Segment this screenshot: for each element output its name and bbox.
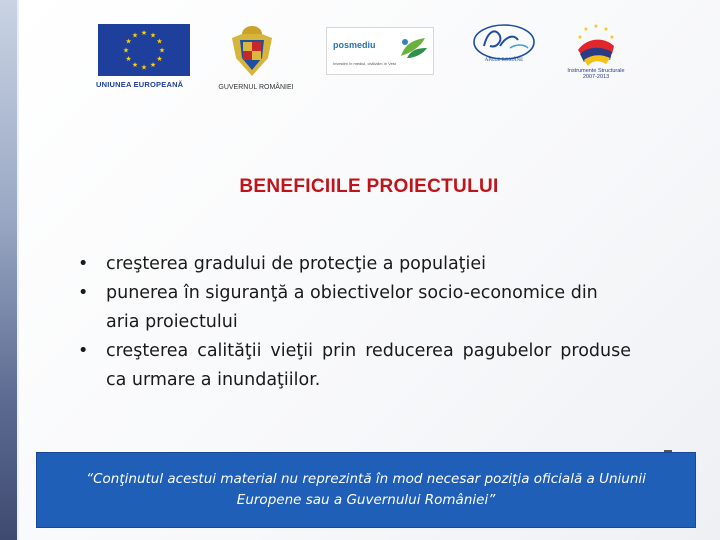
eu-flag-icon — [98, 24, 190, 76]
government-logo — [210, 22, 302, 94]
svg-text:★: ★ — [122, 46, 130, 55]
svg-text:★: ★ — [577, 34, 583, 41]
posmediu-logo — [326, 27, 434, 75]
svg-text:★: ★ — [131, 61, 139, 69]
svg-text:★: ★ — [131, 31, 139, 40]
svg-text:★: ★ — [593, 23, 599, 30]
svg-text:★: ★ — [603, 26, 609, 33]
eu-logo — [96, 22, 194, 94]
disclaimer-text: “Conţinutul acestui material nu reprezintă în mod necesar poziţia oficială a Uniunii Europene sau a Guvernului României” — [86, 471, 646, 508]
bullet-icon: • — [78, 341, 89, 361]
green-leaves-icon — [397, 34, 429, 60]
svg-text:★: ★ — [158, 46, 166, 55]
posmediu-subtitle: Investim în mediul, civilizăm în Vest — [333, 61, 396, 66]
government-caption: GUVERNUL ROMÂNIEI — [218, 84, 294, 91]
benefits-list — [76, 250, 631, 395]
svg-text:★: ★ — [156, 55, 163, 63]
disclaimer-box — [36, 452, 696, 528]
list-item-text: punerea în siguranţă a obiectivelor socio-economice din aria proiectului — [106, 283, 598, 332]
posmediu-title: posmediu — [333, 40, 376, 50]
svg-text:★: ★ — [125, 55, 132, 63]
svg-text:★: ★ — [609, 34, 615, 41]
eu-caption: UNIUNEA EUROPEANĂ — [96, 80, 184, 89]
bullet-icon: • — [78, 254, 89, 274]
left-decorative-stripe — [0, 0, 19, 540]
romanian-coat-of-arms-icon — [228, 24, 276, 80]
list-item-text: creşterea calităţii vieţii prin reducerea pagubelor produse ca urmare a inundaţiilor. — [106, 341, 631, 390]
svg-text:★: ★ — [125, 37, 132, 46]
apele-romane-logo — [470, 22, 538, 72]
svg-text:★: ★ — [140, 63, 148, 72]
svg-text:★: ★ — [149, 61, 157, 69]
list-item — [76, 279, 631, 337]
slide-title: BENEFICIILE PROIECTULUI — [239, 176, 499, 197]
list-item-text: creşterea gradului de protecţie a populaţiei — [106, 254, 487, 274]
structural-instruments-logo-icon — [560, 20, 632, 66]
svg-text:★: ★ — [149, 31, 157, 40]
svg-text:★: ★ — [156, 37, 163, 46]
list-item — [76, 250, 631, 279]
bullet-icon: • — [78, 283, 89, 303]
structural-instruments-caption: Instrumente Structurale 2007-2013 — [567, 68, 625, 80]
svg-text:★: ★ — [583, 26, 589, 33]
list-item — [76, 337, 631, 395]
apele-romane-logo-icon — [470, 22, 538, 62]
svg-text:★: ★ — [140, 29, 148, 37]
structural-instruments-logo — [560, 20, 632, 86]
apele-romane-caption: APELE ROMÂNE — [484, 58, 524, 63]
